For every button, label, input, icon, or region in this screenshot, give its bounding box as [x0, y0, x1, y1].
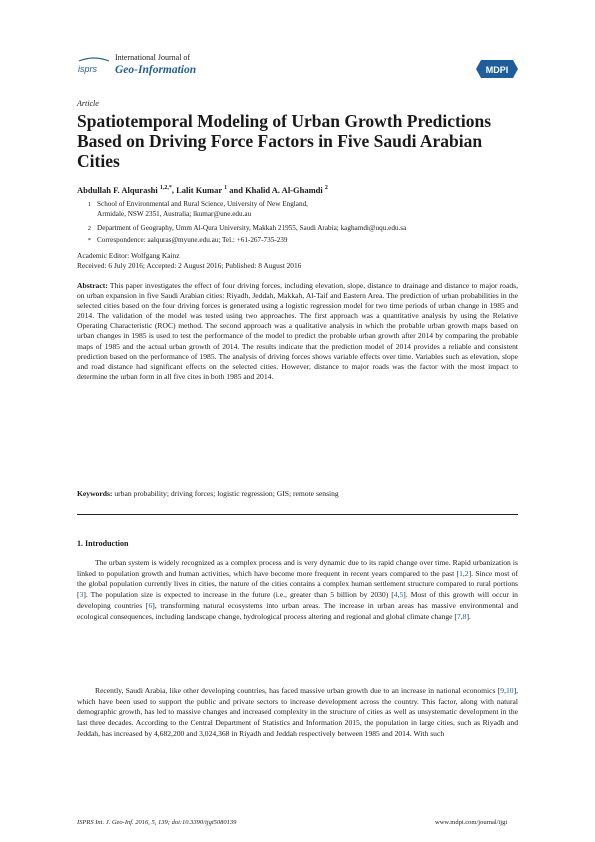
citation-link[interactable]: 1	[459, 568, 463, 578]
keywords-text: urban probability; driving forces; logistic regression; GIS; remote sensing	[112, 489, 339, 498]
citation-link[interactable]: 2	[464, 568, 469, 578]
footer-citation: ISPRS Int. J. Geo-Inf. 2016, 5, 139; doi:10.3390/ijgi5080139	[77, 819, 237, 826]
affiliation-text: Department of Geography, Umm Al-Qura University, Makkah 21955, Saudi Arabia; kaghamdi@uqu.edu.sa	[97, 224, 407, 232]
text-run: ,	[504, 686, 506, 695]
affiliation-text: School of Environmental and Rural Science, University of New England,	[97, 200, 308, 208]
text-run: ]. Most of this growth will occur in developing countries [	[77, 590, 518, 610]
article-title: Spatiotemporal Modeling of Urban Growth Predictions Based on Driving Force Factors in Five Saudi Arabian Cities	[77, 111, 492, 171]
correspondence	[87, 236, 288, 246]
footer-journal-url[interactable]: www.mdpi.com/journal/ijgi	[435, 819, 508, 826]
author-2: , Lalit Kumar	[171, 185, 222, 195]
journal-name-line1: International Journal of	[115, 53, 191, 62]
text-run: ], transforming natural ecosystems into urban areas. The increase in urban areas has massive environmental and ecological consequences, including landscape change, hydrological process altering and regional and global climate change [	[77, 600, 518, 621]
text-run: ]. Since most of the global population currently lives in cities, the nature of the cities contains a complex human settlement structure compared to rural portions [	[77, 568, 518, 600]
mdpi-logo	[475, 58, 519, 80]
section-divider	[77, 514, 518, 515]
isprs-logo	[77, 57, 111, 77]
author-list	[77, 185, 328, 195]
publication-dates: Received: 6 July 2016; Accepted: 2 August 2016; Published: 8 August 2016	[77, 261, 302, 270]
citation-link[interactable]: 5	[399, 590, 404, 600]
citation-link[interactable]: 7	[456, 611, 461, 621]
citation-link[interactable]: 9	[500, 686, 505, 695]
keywords-label: Keywords:	[77, 489, 113, 498]
affiliation-1	[87, 200, 308, 219]
citation-link[interactable]: 6	[148, 600, 153, 610]
mdpi-logo-text: MDPI	[485, 65, 509, 75]
author-2-affil: 1	[224, 185, 228, 192]
affiliation-mark: 1	[87, 201, 91, 208]
abstract	[77, 281, 518, 382]
text-run: ], which have been used to support the public and private sectors to increase development across the country. This factor, along with natural demographic growth, has led to massive changes and increased complexity in the structure of cities as well as unsystematic development in the last three decades. According to the Central Department of Statistics and Information 2015, the population in large cities, such as Riyadh and Jeddah, has increased by 4,682,200 and 3,024,368 in Riyadh and Jeddah respectively between 1985 and 2014. With such	[77, 686, 518, 738]
citation-link[interactable]: 3	[79, 590, 84, 600]
correspondence-text: Correspondence: aalquras@myune.edu.au; Tel.: +61-267-735-239	[97, 236, 288, 244]
article-type: Article	[77, 99, 99, 108]
text-run: The urban system is widely recognized as a complex process and is very dynamic due to its rapid change over time. Rapid urbanization is linked to population growth and human activities, which have become more frequent in recent years compared to the past [	[77, 558, 518, 578]
affiliation-mark: *	[87, 237, 91, 244]
text-run: ,	[397, 590, 400, 600]
text-run: ].	[466, 611, 471, 621]
journal-name-line2: Geo-Information	[115, 64, 197, 76]
text-run: ,	[460, 611, 463, 621]
text-run: ,	[462, 568, 465, 578]
author-1-affil: 1,2,	[159, 185, 169, 192]
text-run: ]. The population size is expected to increase in the future (i.e., greater than 5 billion by 2030) [	[83, 590, 394, 600]
citation-link[interactable]: 10	[505, 686, 514, 695]
abstract-label: Abstract:	[77, 281, 108, 290]
section-heading: 1. Introduction	[77, 539, 129, 548]
paragraph-1	[77, 558, 518, 622]
paragraph-2	[77, 686, 518, 740]
academic-editor: Academic Editor: Wolfgang Kainz	[77, 251, 180, 260]
affiliation-mark: 2	[87, 225, 91, 232]
affiliation-text: Armidale, NSW 2351, Australia; lkumar@une.edu.au	[97, 209, 252, 218]
abstract-text: This paper investigates the effect of four driving forces, including elevation, slope, distance to drainage and distance to major roads, on urban expansion in five Saudi Arabian cities: Riyadh, Jeddah, Makkah, Al-Taif and Eastern Area. The prediction of urban probabilities in the selected cities based on the four driving forces is generated using a logistic regression model for two time periods of urban change in 1985 and 2014. The validation of the model was tested using two approaches. The first approach was a quantitative analysis by using the Relative Operating Characteristic (ROC) method. The second approach was a qualitative analysis in which the probable urban growth maps based on urban changes in 1985 is used to test the performance of the model to predict the probable urban growth after 2014 by comparing the probable maps of 1985 and the actual urban growth of 2014. The results indicate that the prediction model of 2014 provides a reliable and consistent prediction based on the performance of 1985. The analysis of driving forces shows variable effects over time. Variables such as elevation, slope and road distance had significant effects on the selected cities. However, distance to major roads was the factor with the most impact to determine the urban form in all five cites in both 1985 and 2014.	[77, 281, 518, 381]
citation-link[interactable]: 8	[462, 611, 467, 621]
author-1: Abdullah F. Alqurashi	[77, 185, 158, 195]
author-1-corresponding: *	[168, 185, 172, 192]
keywords	[77, 489, 518, 498]
author-3-affil: 2	[324, 185, 328, 192]
text-run: Recently, Saudi Arabia, like other developing countries, has faced massive urban growth due to an increase in national economics [	[95, 686, 501, 695]
author-3: and Khalid A. Al-Ghamdi	[227, 185, 323, 195]
isprs-logo-text: isprs	[78, 64, 98, 74]
editor-and-dates	[77, 251, 301, 271]
citation-link[interactable]: 4	[393, 590, 398, 600]
affiliation-2	[87, 224, 407, 234]
